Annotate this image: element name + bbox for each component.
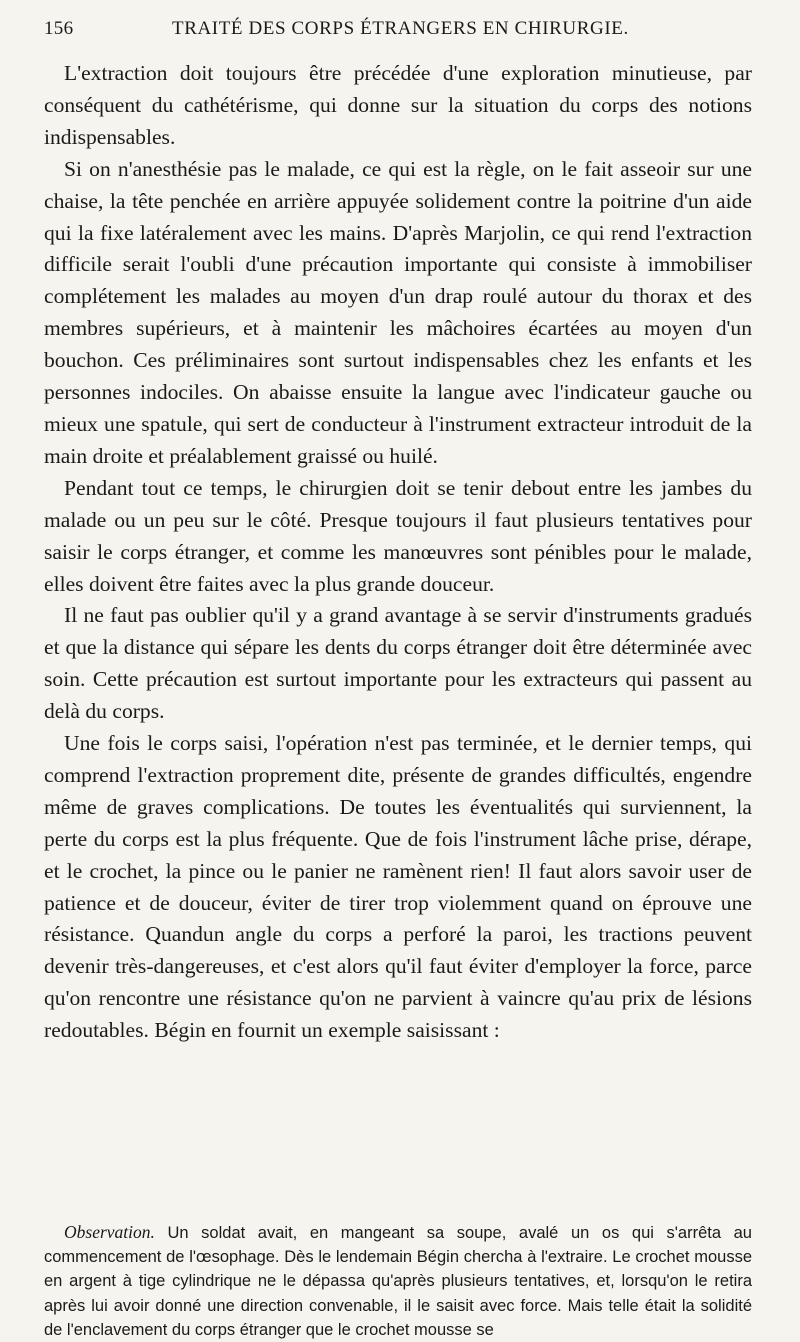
paragraph: Il ne faut pas oublier qu'il y a grand avantage à se servir d'instruments gradués et que la distance qui sépare les dents du corps étranger doit être déterminée avec soin. Cette précaution est surtout importante pour les extracteurs qui passent au delà du corps.: [44, 603, 752, 724]
paragraph: Si on n'anesthésie pas le malade, ce qui est la règle, on le fait asseoir sur une chaise, la tête penchée en arrière appuyée solidement contre la poitrine d'un aide qui la fixe latéralement avec les mains. D'après Marjolin, ce qui rend l'extraction difficile serait l'oubli d'une précaution importante qui consiste à immobiliser complétement les malades au moyen d'un drap roulé autour du thorax et des membres supérieurs, et à maintenir les mâchoires écartées au moyen d'un bouchon. Ces préliminaires sont surtout indispensables chez les enfants et les personnes indociles. On abaisse ensuite la langue avec l'indicateur gauche ou mieux une spatule, qui sert de conducteur à l'instrument extracteur introduit de la main droite et préalablement graissé ou huilé.: [44, 156, 752, 468]
observation-label: Observation.: [64, 1222, 155, 1242]
paragraph: Pendant tout ce temps, le chirurgien doit se tenir debout entre les jambes du malade ou un peu sur le côté. Presque toujours il faut plusieurs tentatives pour saisir le corps étranger, et comme les manœuvres sont pénibles pour le malade, elles doivent être faites avec la plus grande douceur.: [44, 475, 752, 596]
body-text: [44, 58, 752, 1047]
observation-note: [44, 1220, 752, 1342]
observation-paragraph: [44, 1220, 752, 1342]
page-header: [44, 18, 750, 44]
paragraph: L'extraction doit toujours être précédée d'une exploration minutieuse, par conséquent du cathétérisme, qui donne sur la situation du corps des notions indispensables.: [44, 61, 752, 149]
observation-text: Un soldat avait, en mangeant sa soupe, avalé un os qui s'arrêta au commencement de l'œsophage. Dès le lendemain Bégin chercha à l'extraire. Le crochet mousse en argent à tige cylindrique ne le dépassa qu'après plusieurs tentatives, et, lorsqu'on le retira après lui avoir donné une direction convenable, il le saisit avec force. Mais telle était la solidité de l'enclavement du corps étranger que le crochet mousse se: [44, 1224, 752, 1339]
running-title: TRAITÉ DES CORPS ÉTRANGERS EN CHIRURGIE.: [172, 18, 629, 39]
page-number: 156: [44, 18, 74, 39]
paragraph: Une fois le corps saisi, l'opération n'est pas terminée, et le dernier temps, qui comprend l'extraction proprement dite, présente de grandes difficultés, engendre même de graves complications. De toutes les éventualités qui surviennent, la perte du corps est la plus fréquente. Que de fois l'instrument lâche prise, dérape, et le crochet, la pince ou le panier ne ramènent rien! Il faut alors savoir user de patience et de douceur, éviter de tirer trop violemment quand on éprouve une résistance. Quandun angle du corps a perforé la paroi, les tractions peuvent devenir très-dangereuses, et c'est alors qu'il faut éviter d'employer la force, parce qu'on rencontre une résistance qu'on ne parvient à vaincre qu'au prix de lésions redoutables. Bégin en fournit un exemple saisissant :: [44, 731, 752, 1043]
